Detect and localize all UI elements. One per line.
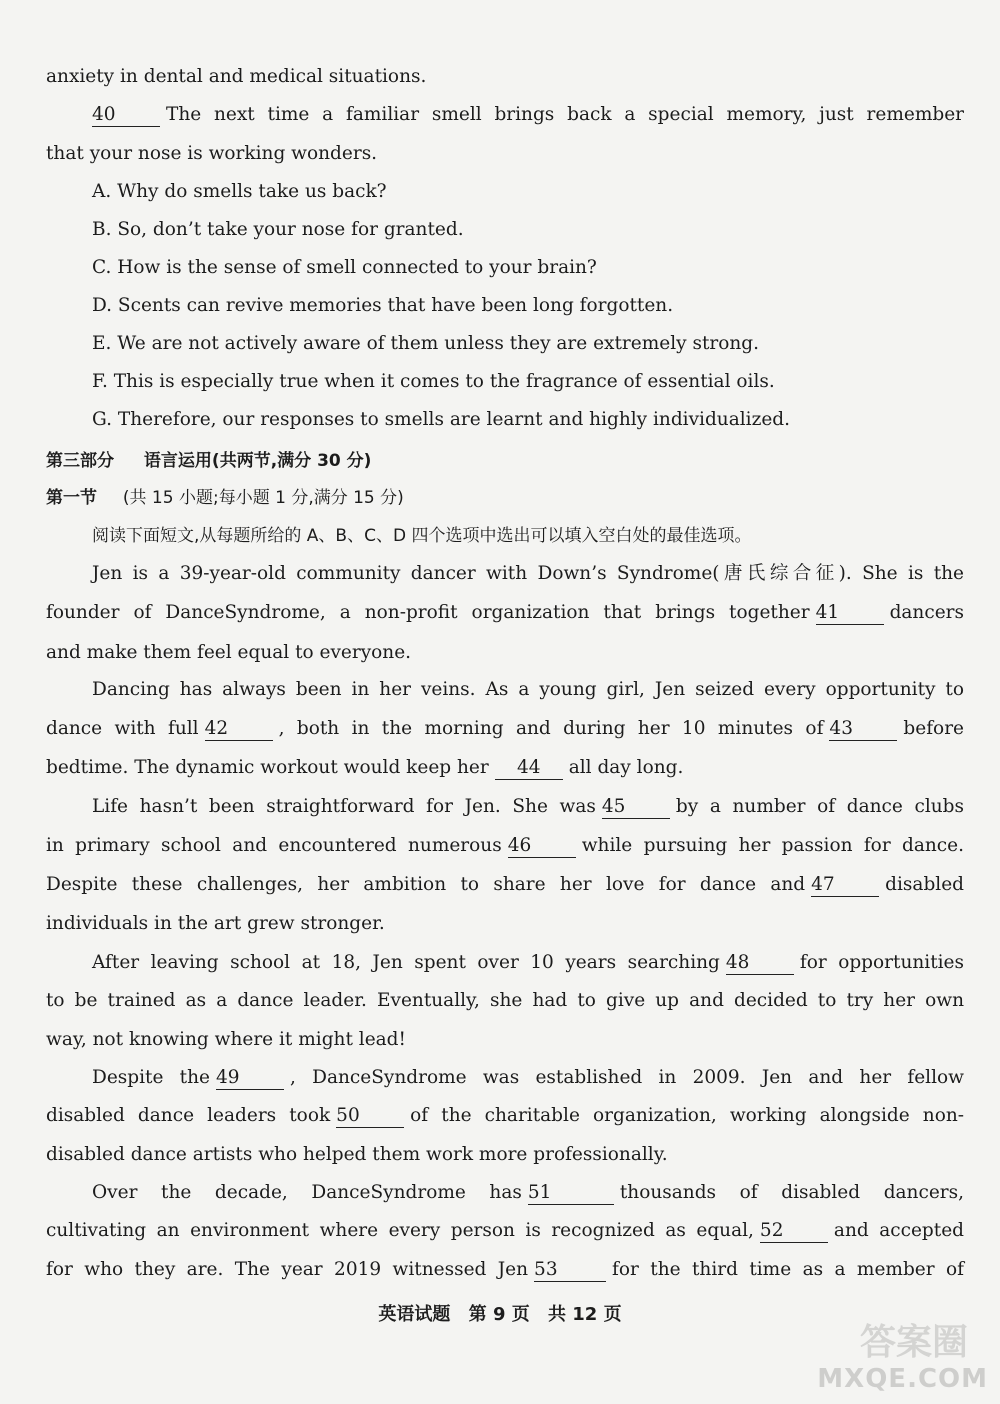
answer-blank-45: 45 [602, 796, 670, 819]
answer-blank-41: 41 [816, 602, 884, 625]
passage-line [46, 1103, 964, 1129]
line-text: before [903, 718, 964, 739]
text-line [46, 141, 964, 167]
part-title: 第三部分 [46, 451, 114, 471]
passage-line [46, 640, 964, 666]
watermark [798, 1314, 988, 1394]
line-text: , DanceSyndrome was established in 2009. Jen and her fellow [289, 1067, 964, 1088]
line-text: and accepted [833, 1220, 964, 1241]
line-text: dancers [889, 602, 964, 623]
passage-line [92, 794, 964, 820]
passage-line [46, 1142, 964, 1168]
line-text: for the third time as a member of [612, 1259, 964, 1280]
line-text: Life hasn’t been straightforward for Jen. She was [92, 796, 596, 817]
part-heading [46, 448, 964, 474]
line-text: of the charitable organization, working alongside non- [410, 1105, 964, 1126]
passage-line [46, 911, 964, 937]
line-text: dance with full [46, 718, 199, 739]
line-text: for who they are. The year 2019 witnessed Jen [46, 1259, 529, 1280]
passage-line [46, 1218, 964, 1244]
line-text: Dancing has always been in her veins. As a young girl, Jen seized every opportunity to [92, 679, 964, 700]
passage-line [92, 561, 964, 587]
option-text: C. How is the sense of smell connected to your brain? [92, 257, 597, 278]
watermark-logo: 答案圈 [859, 1322, 968, 1363]
line-text: founder of DanceSyndrome, a non-profit organization that brings together [46, 602, 810, 623]
line-text: by a number of dance clubs [675, 796, 964, 817]
text-line [46, 64, 964, 90]
passage-line [46, 833, 964, 859]
answer-blank-44: 44 [495, 757, 563, 780]
option-e [92, 331, 964, 357]
answer-blank-51: 51 [528, 1182, 614, 1205]
answer-blank-42: 42 [205, 718, 273, 741]
answer-blank-53: 53 [534, 1259, 606, 1282]
line-text: way, not knowing where it might lead! [46, 1029, 406, 1050]
line-text: that your nose is working wonders. [46, 143, 378, 164]
answer-blank-47: 47 [811, 874, 879, 897]
line-text: The next time a familiar smell brings back a special memory, just remember [166, 104, 964, 125]
text-line [92, 102, 964, 128]
line-text: disabled dance leaders took [46, 1105, 331, 1126]
instruction [92, 523, 964, 549]
passage-line [46, 988, 964, 1014]
line-text: anxiety in dental and medical situations. [46, 66, 427, 87]
line-text: disabled [885, 874, 964, 895]
watermark-site: MXQE.COM [817, 1364, 988, 1394]
answer-blank-49: 49 [216, 1067, 284, 1090]
answer-blank-43: 43 [829, 718, 897, 741]
line-text: Despite these challenges, her ambition to share her love for dance and [46, 874, 806, 895]
option-text: E. We are not actively aware of them unless they are extremely strong. [92, 333, 760, 354]
passage-line [46, 1257, 964, 1283]
line-text: Despite the [92, 1067, 210, 1088]
passage-line [46, 872, 964, 898]
line-text: and make them feel equal to everyone. [46, 642, 412, 663]
passage-line [46, 716, 964, 742]
option-text: F. This is especially true when it comes to the fragrance of essential oils. [92, 371, 775, 392]
line-text: Over the decade, DanceSyndrome has [92, 1182, 522, 1203]
footer-page-number: 第 9 页 [468, 1304, 530, 1325]
answer-blank-52: 52 [760, 1220, 828, 1243]
footer-subject: 英语试题 [378, 1304, 451, 1325]
line-text: to be trained as a dance leader. Eventually, she had to give up and decided to try her own [46, 990, 964, 1011]
line-text: for opportunities [799, 952, 964, 973]
option-text: B. So, don’t take your nose for granted. [92, 219, 464, 240]
line-text: disabled dance artists who helped them work more professionally. [46, 1144, 668, 1165]
answer-blank-46: 46 [508, 835, 576, 858]
footer-page-total: 共 12 页 [548, 1304, 622, 1325]
option-d [92, 293, 964, 319]
line-text: After leaving school at 18, Jen spent over 10 years searching [92, 952, 720, 973]
line-text: all day long. [568, 757, 684, 778]
passage-line [46, 600, 964, 626]
line-text: cultivating an environment where every person is recognized as equal, [46, 1220, 754, 1241]
line-text: Jen is a 39-year-old community dancer with Down’s Syndrome(唐氏综合征). She is the [92, 563, 964, 584]
line-text: , both in the morning and during her 10 minutes of [278, 718, 824, 739]
passage-line [92, 1180, 964, 1206]
line-text: while pursuing her passion for dance. [581, 835, 964, 856]
line-text: in primary school and encountered numerous [46, 835, 502, 856]
answer-blank-48: 48 [726, 952, 794, 975]
section-desc: (共 15 小题;每小题 1 分,满分 15 分) [122, 488, 404, 508]
option-a [92, 179, 964, 205]
line-text: bedtime. The dynamic workout would keep her [46, 757, 489, 778]
passage-line [46, 1027, 964, 1053]
option-g [92, 407, 964, 433]
option-b [92, 217, 964, 243]
passage-line [92, 950, 964, 976]
option-text: D. Scents can revive memories that have been long forgotten. [92, 295, 674, 316]
option-text: A. Why do smells take us back? [92, 181, 387, 202]
passage-line [46, 755, 964, 781]
option-c [92, 255, 964, 281]
option-text: G. Therefore, our responses to smells are learnt and highly individualized. [92, 409, 791, 430]
passage-line [92, 677, 964, 703]
instruction-text: 阅读下面短文,从每题所给的 A、B、C、D 四个选项中选出可以填入空白处的最佳选项。 [92, 526, 752, 546]
answer-blank-50: 50 [336, 1105, 404, 1128]
part-subtitle: 语言运用(共两节,满分 30 分) [143, 451, 372, 471]
line-text: thousands of disabled dancers, [619, 1182, 965, 1203]
section-title: 第一节 [46, 488, 97, 508]
section-heading [46, 485, 964, 511]
passage-line [92, 1065, 964, 1091]
answer-blank-40: 40 [92, 104, 160, 127]
line-text: individuals in the art grew stronger. [46, 913, 385, 934]
option-f [92, 369, 964, 395]
